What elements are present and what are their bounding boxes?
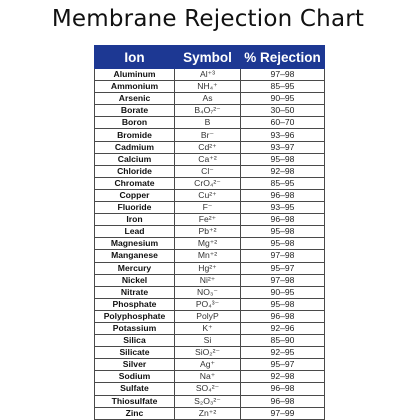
ion-cell: Magnesium: [95, 238, 175, 250]
ion-cell: Manganese: [95, 250, 175, 262]
table-row: [95, 165, 325, 177]
rejection-table: [94, 45, 325, 420]
ion-cell: Silver: [95, 359, 175, 371]
symbol-cell: SO₄²⁻: [175, 383, 241, 395]
symbol-cell: Pb⁺²: [175, 226, 241, 238]
rejection-cell: 92–96: [241, 322, 325, 334]
ion-cell: Potassium: [95, 322, 175, 334]
table-row: [95, 250, 325, 262]
symbol-cell: NH₄⁺: [175, 81, 241, 93]
ion-cell: Fluoride: [95, 202, 175, 214]
rejection-cell: 85–90: [241, 335, 325, 347]
ion-cell: Lead: [95, 226, 175, 238]
table-row: [95, 81, 325, 93]
ion-cell: Phosphate: [95, 298, 175, 310]
table-row: [95, 298, 325, 310]
rejection-cell: 95–98: [241, 298, 325, 310]
rejection-cell: 96–98: [241, 383, 325, 395]
table-header-row: [95, 46, 325, 69]
table-row: [95, 238, 325, 250]
rejection-cell: 90–95: [241, 93, 325, 105]
table-row: [95, 322, 325, 334]
rejection-cell: 97–98: [241, 69, 325, 81]
symbol-cell: Cd²⁺: [175, 141, 241, 153]
table-body: [95, 69, 325, 420]
ion-cell: Iron: [95, 214, 175, 226]
table-row: [95, 214, 325, 226]
table-row: [95, 226, 325, 238]
symbol-cell: B₄O₇²⁻: [175, 105, 241, 117]
rejection-cell: 95–97: [241, 359, 325, 371]
symbol-cell: Ag⁺: [175, 359, 241, 371]
rejection-cell: 93–97: [241, 141, 325, 153]
table-row: [95, 359, 325, 371]
rejection-cell: 96–98: [241, 310, 325, 322]
ion-cell: Ammonium: [95, 81, 175, 93]
table-row: [95, 69, 325, 81]
rejection-cell: 97–99: [241, 407, 325, 419]
table-row: [95, 395, 325, 407]
rejection-cell: 95–98: [241, 238, 325, 250]
symbol-cell: Fe²⁺: [175, 214, 241, 226]
ion-cell: Sulfate: [95, 383, 175, 395]
symbol-cell: F⁻: [175, 202, 241, 214]
symbol-cell: PolyP: [175, 310, 241, 322]
rejection-cell: 96–98: [241, 189, 325, 201]
symbol-cell: B: [175, 117, 241, 129]
symbol-cell: S₂O₃²⁻: [175, 395, 241, 407]
table-row: [95, 347, 325, 359]
ion-cell: Nitrate: [95, 286, 175, 298]
table-row: [95, 129, 325, 141]
ion-cell: Polyphosphate: [95, 310, 175, 322]
table-row: [95, 274, 325, 286]
table-row: [95, 383, 325, 395]
table-row: [95, 262, 325, 274]
symbol-cell: Mg⁺²: [175, 238, 241, 250]
symbol-cell: K⁺: [175, 322, 241, 334]
table-row: [95, 141, 325, 153]
rejection-cell: 96–98: [241, 214, 325, 226]
column-header-rejection: % Rejection: [241, 46, 325, 69]
page-title: Membrane Rejection Chart: [51, 6, 365, 32]
symbol-cell: NO₃⁻: [175, 286, 241, 298]
rejection-cell: 90–95: [241, 286, 325, 298]
symbol-cell: PO₄³⁻: [175, 298, 241, 310]
ion-cell: Sodium: [95, 371, 175, 383]
rejection-cell: 30–50: [241, 105, 325, 117]
ion-cell: Chromate: [95, 177, 175, 189]
table-row: [95, 105, 325, 117]
rejection-cell: 93–95: [241, 202, 325, 214]
rejection-cell: 92–98: [241, 371, 325, 383]
table-row: [95, 117, 325, 129]
rejection-cell: 92–98: [241, 165, 325, 177]
symbol-cell: Cu²⁺: [175, 189, 241, 201]
rejection-cell: 97–98: [241, 274, 325, 286]
symbol-cell: Ca⁺²: [175, 153, 241, 165]
rejection-cell: 60–70: [241, 117, 325, 129]
column-header-ion: Ion: [95, 46, 175, 69]
ion-cell: Zinc: [95, 407, 175, 419]
rejection-cell: 95–98: [241, 226, 325, 238]
ion-cell: Calcium: [95, 153, 175, 165]
symbol-cell: Si: [175, 335, 241, 347]
rejection-cell: 96–98: [241, 395, 325, 407]
table-row: [95, 310, 325, 322]
ion-cell: Arsenic: [95, 93, 175, 105]
symbol-cell: CrO₄²⁻: [175, 177, 241, 189]
symbol-cell: Na⁺: [175, 371, 241, 383]
ion-cell: Borate: [95, 105, 175, 117]
ion-cell: Chloride: [95, 165, 175, 177]
rejection-cell: 95–97: [241, 262, 325, 274]
table-row: [95, 153, 325, 165]
rejection-cell: 85–95: [241, 177, 325, 189]
ion-cell: Copper: [95, 189, 175, 201]
ion-cell: Aluminum: [95, 69, 175, 81]
symbol-cell: Cl⁻: [175, 165, 241, 177]
symbol-cell: Br⁻: [175, 129, 241, 141]
symbol-cell: Hg²⁺: [175, 262, 241, 274]
table-row: [95, 202, 325, 214]
table-row: [95, 93, 325, 105]
table-row: [95, 371, 325, 383]
rejection-cell: 92–95: [241, 347, 325, 359]
rejection-cell: 93–96: [241, 129, 325, 141]
symbol-cell: Al⁺³: [175, 69, 241, 81]
ion-cell: Boron: [95, 117, 175, 129]
ion-cell: Bromide: [95, 129, 175, 141]
symbol-cell: Zn⁺²: [175, 407, 241, 419]
table-row: [95, 189, 325, 201]
column-header-symbol: Symbol: [175, 46, 241, 69]
ion-cell: Cadmium: [95, 141, 175, 153]
table-row: [95, 335, 325, 347]
table-row: [95, 177, 325, 189]
ion-cell: Silicate: [95, 347, 175, 359]
rejection-cell: 95–98: [241, 153, 325, 165]
ion-cell: Mercury: [95, 262, 175, 274]
table-row: [95, 286, 325, 298]
ion-cell: Thiosulfate: [95, 395, 175, 407]
rejection-cell: 85–95: [241, 81, 325, 93]
ion-cell: Silica: [95, 335, 175, 347]
symbol-cell: Ni²⁺: [175, 274, 241, 286]
symbol-cell: SiO₂²⁻: [175, 347, 241, 359]
rejection-cell: 97–98: [241, 250, 325, 262]
symbol-cell: As: [175, 93, 241, 105]
table-row: [95, 407, 325, 419]
symbol-cell: Mn⁺²: [175, 250, 241, 262]
ion-cell: Nickel: [95, 274, 175, 286]
